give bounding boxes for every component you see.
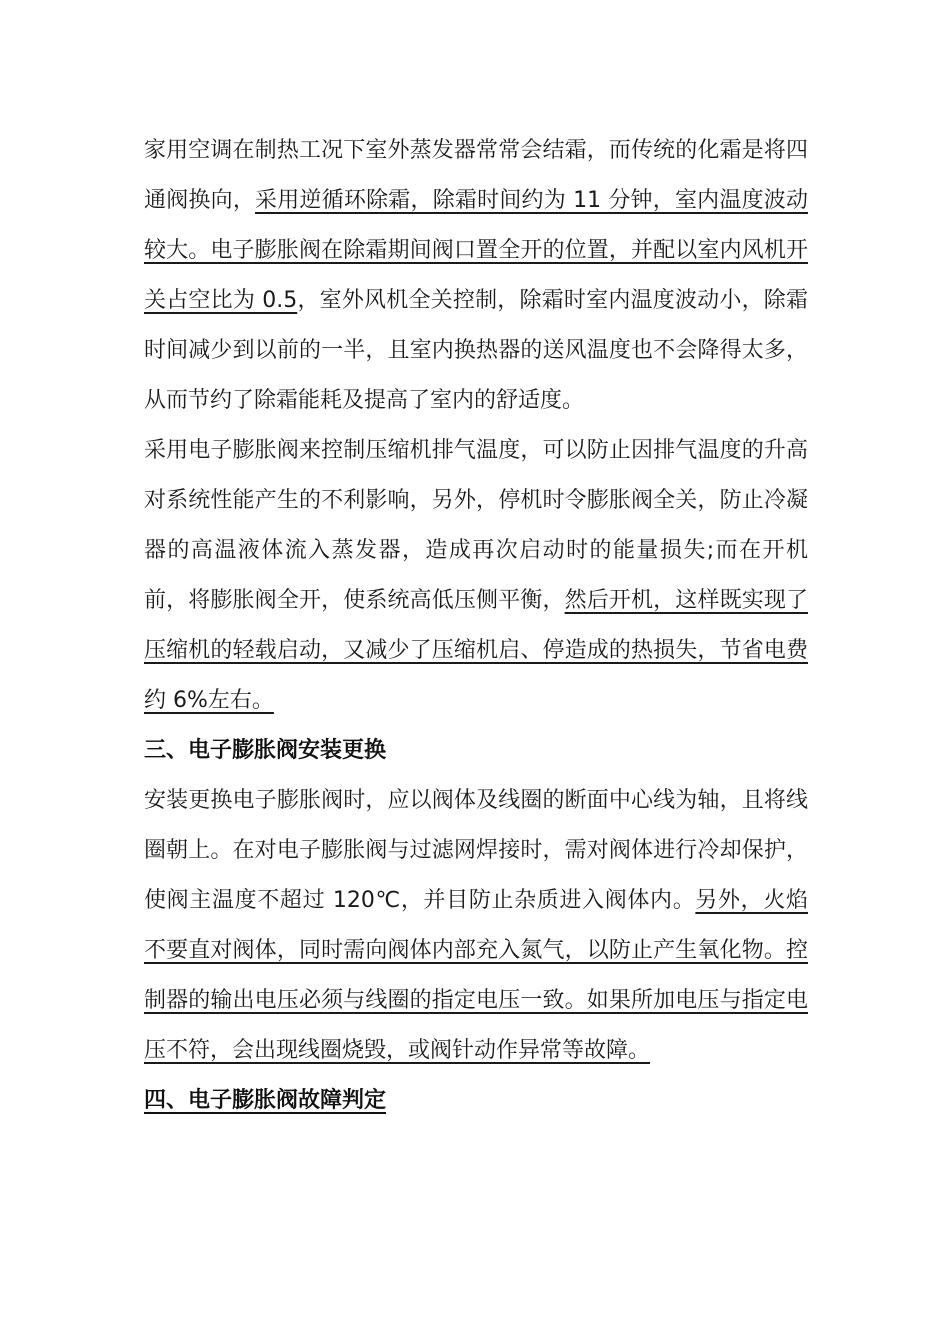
- text-segment: 家用空调在制热工况下室外蒸发器常常会结霜，而传统的化霜是将四通阀换向，: [144, 138, 808, 213]
- paragraph-installation: [144, 776, 808, 1076]
- section-heading-fault-diagnosis: 四、电子膨胀阀故障判定: [144, 1088, 387, 1113]
- underlined-text-segment: 采用逆循环除霜，除霜时间约为 11 分钟，室内温度波动较大。电子膨胀阀在除霜期间阀口置全开的位置，并配以室内风机开关占空比为 0.5: [144, 188, 808, 313]
- section-heading-installation: 三、电子膨胀阀安装更换: [144, 738, 387, 763]
- text-segment: ，室外风机全关控制，除霜时室内温度波动小，除霜时间减少到以前的一半，且室内换热器的送风温度也不会降得太多，从而节约了除霜能耗及提高了室内的舒适度。: [144, 288, 808, 413]
- text-segment: 安装更换电子膨胀阀时，应以阀体及线圈的断面中心线为轴，且将线圈朝上。在对电子膨胀阀与过滤网焊接时，需对阀体进行冷却保护，使阀主温度不超过 120℃，并目防止杂质进入阀体内。: [144, 788, 808, 913]
- paragraph-defrost: [144, 126, 808, 426]
- underlined-text-segment: 然后开机，这样既实现了压缩机的轻载启动，又减少了压缩机启、停造成的热损失，节省电费约 6%左右。: [144, 588, 808, 713]
- paragraph-discharge-temperature: [144, 426, 808, 726]
- document-body: [144, 126, 808, 1126]
- underlined-text-segment: 另外，火焰不要直对阀体，同时需向阀体内部充入氮气，以防止产生氧化物。控制器的输出电压必须与线圈的指定电压一致。如果所加电压与指定电压不符，会出现线圈烧毁，或阀针动作异常等故障。: [144, 888, 808, 1063]
- text-segment: 采用电子膨胀阀来控制压缩机排气温度，可以防止因排气温度的升高对系统性能产生的不利影响，另外，停机时令膨胀阀全关，防止冷凝器的高温液体流入蒸发器，造成再次启动时的能量损失;而在开机前，将膨胀阀全开，使系统高低压侧平衡，: [144, 438, 808, 613]
